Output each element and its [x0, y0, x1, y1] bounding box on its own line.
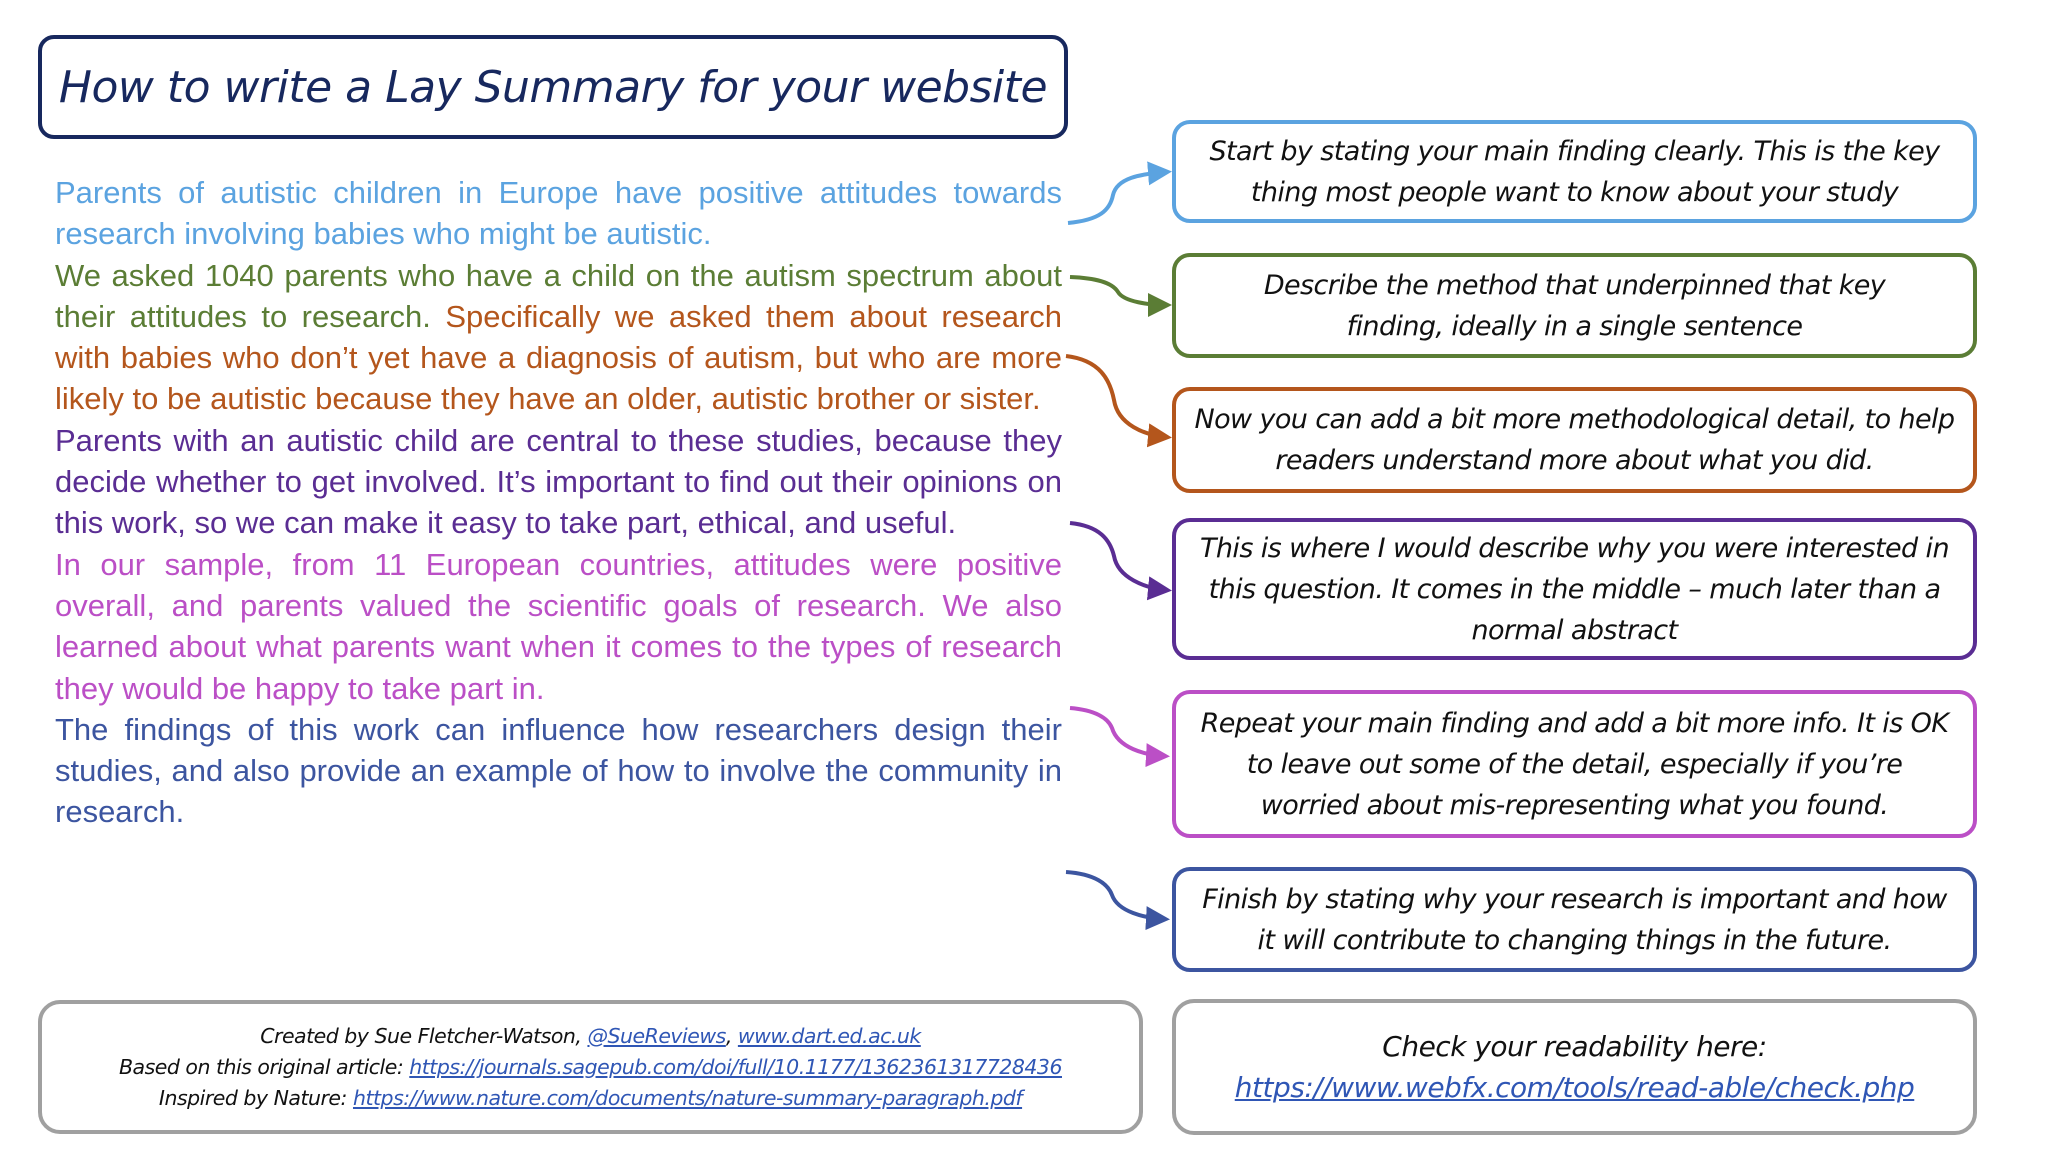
note-motivation-text: This is where I would describe why you were interested in this question. It comes in the middle – much later than a normal abstract [1200, 532, 1949, 646]
twitter-link[interactable]: @SueReviews [587, 1023, 726, 1048]
note-main-finding-text: Start by stating your main finding clearly. This is the key thing most people want to know about your study [1209, 135, 1940, 208]
arrow-main-finding [1068, 172, 1166, 223]
note-main-finding [1172, 120, 1977, 223]
credits-separator: , [725, 1023, 738, 1048]
credits-box [38, 1000, 1143, 1134]
summary-method-text: We asked 1040 parents who have a child on the autism spectrum about their attitudes to research. [55, 257, 1062, 334]
summary-main-finding [55, 172, 1062, 255]
summary-impact [55, 709, 1062, 833]
note-impact [1172, 867, 1977, 972]
note-motivation [1172, 518, 1977, 660]
nature-link[interactable]: https://www.nature.com/documents/nature-summary-paragraph.pdf [352, 1085, 1023, 1110]
arrow-method [1070, 277, 1166, 305]
note-method-text: Describe the method that underpinned that key finding, ideally in a single sentence [1263, 269, 1886, 342]
note-finding-detail-text: Repeat your main finding and add a bit more info. It is OK to leave out some of the detail, especially if you’re worried about mis-representing what you found. [1200, 707, 1949, 821]
arrow-finding-detail [1070, 708, 1164, 756]
website-link[interactable]: www.dart.ed.ac.uk [737, 1023, 921, 1048]
summary-finding-detail-text: In our sample, from 11 European countries, attitudes were positive overall, and parents valued the scientific goals of research. We also learned about what parents want when it comes to the types of research they would be happy to take part in. [55, 546, 1062, 706]
summary-main-finding-text: Parents of autistic children in Europe have positive attitudes towards research involving babies who might be autistic. [55, 175, 1062, 252]
credits-line-article [119, 1052, 1062, 1083]
note-method-detail [1172, 387, 1977, 493]
summary-method-detail-text: Specifically we asked them about research with babies who don’t yet have a diagnosis of autism, but who are more likely to be autistic because they have an older, autistic brother or sister. [55, 298, 1062, 417]
readability-link[interactable]: https://www.webfx.com/tools/read-able/check.php [1234, 1071, 1915, 1104]
lay-summary-paragraph [55, 172, 1062, 833]
note-impact-text: Finish by stating why your research is important and how it will contribute to changing things in the future. [1202, 883, 1947, 956]
note-method-detail-text: Now you can add a bit more methodological detail, to help readers understand more about what you did. [1194, 404, 1955, 476]
readability-box [1172, 999, 1977, 1135]
arrow-motivation [1070, 523, 1166, 590]
title-box [38, 35, 1068, 139]
credits-author-label: Created by Sue Fletcher-Watson, [260, 1023, 588, 1048]
summary-method [55, 255, 1062, 420]
summary-finding-detail [55, 544, 1062, 709]
summary-impact-text: The findings of this work can influence how researchers design their studies, and also provide an example of how to involve the community in research. [55, 711, 1062, 830]
note-finding-detail [1172, 690, 1977, 838]
credits-article-label: Based on this original article: [118, 1054, 410, 1079]
arrow-impact [1066, 872, 1164, 919]
article-link[interactable]: https://journals.sagepub.com/doi/full/10.1177/1362361317728436 [409, 1054, 1062, 1079]
credits-line-inspiration [159, 1083, 1022, 1114]
arrow-method-detail [1066, 356, 1166, 437]
summary-motivation [55, 420, 1062, 544]
summary-motivation-text: Parents with an autistic child are central to these studies, because they decide whether to get involved. It’s important to find out their opinions on this work, so we can make it easy to take part, ethical, and useful. [55, 422, 1062, 541]
note-method [1172, 253, 1977, 358]
credits-line-author [260, 1021, 921, 1052]
readability-label: Check your readability here: [1382, 1030, 1767, 1063]
page-title: How to write a Lay Summary for your website [58, 61, 1048, 113]
credits-inspiration-label: Inspired by Nature: [158, 1085, 353, 1110]
